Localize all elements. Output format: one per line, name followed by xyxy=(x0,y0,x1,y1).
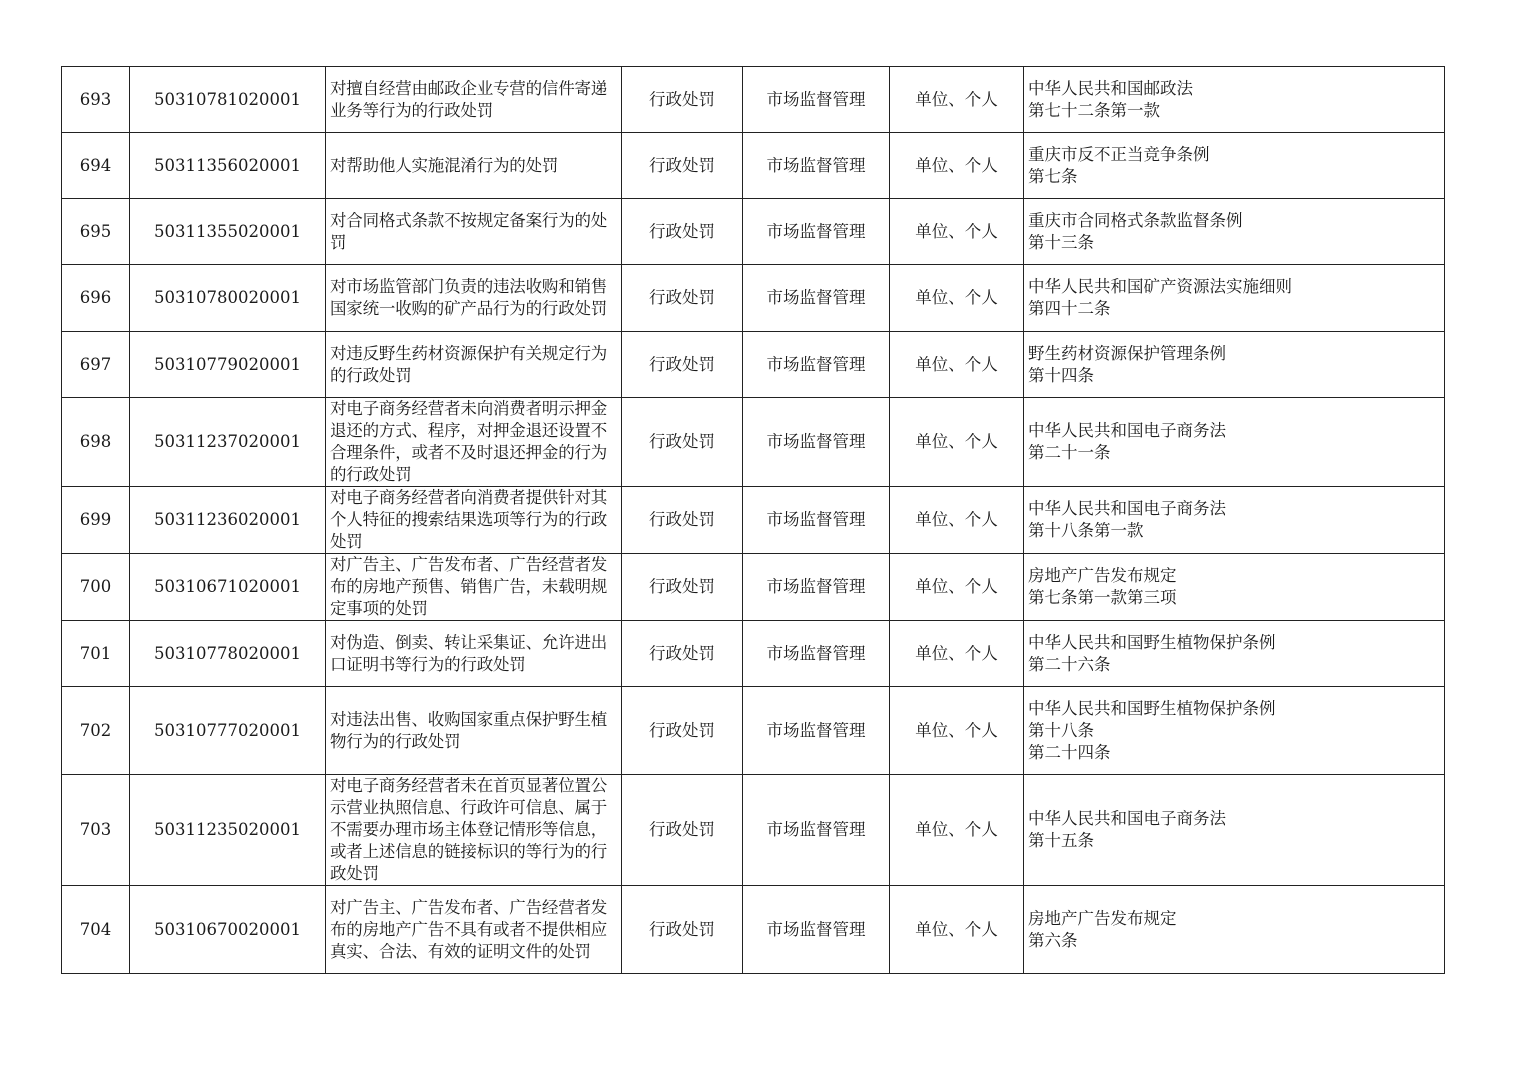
legal-basis-cell xyxy=(1024,265,1445,332)
table-row xyxy=(62,67,1445,133)
row-number-cell: 693 xyxy=(62,67,130,133)
table-row xyxy=(62,398,1445,487)
item-description-cell: 对市场监管部门负责的违法收购和销售国家统一收购的矿产品行为的行政处罚 xyxy=(326,265,622,332)
legal-basis-line: 第十三条 xyxy=(1028,232,1094,252)
legal-basis-line: 第二十四条 xyxy=(1028,742,1111,762)
item-code-cell: 50310777020001 xyxy=(130,687,326,775)
legal-basis-line: 第二十六条 xyxy=(1028,654,1111,674)
item-code-cell: 50311236020001 xyxy=(130,487,326,554)
legal-basis-line: 第十五条 xyxy=(1028,831,1094,850)
item-code-cell: 50311356020001 xyxy=(130,133,326,199)
legal-basis-cell xyxy=(1024,67,1445,133)
legal-basis-cell xyxy=(1024,199,1445,265)
legal-basis-line: 中华人民共和国野生植物保护条例 xyxy=(1028,698,1276,718)
target-object-cell: 单位、个人 xyxy=(890,487,1024,554)
legal-basis-cell xyxy=(1024,775,1445,886)
target-object-cell: 单位、个人 xyxy=(890,332,1024,398)
legal-basis-line: 第十八条第一款 xyxy=(1028,521,1144,540)
item-code-cell: 50310671020001 xyxy=(130,554,326,621)
legal-basis-line: 房地产广告发布规定 xyxy=(1028,566,1177,585)
item-description-cell: 对电子商务经营者向消费者提供针对其个人特征的搜索结果选项等行为的行政处罚 xyxy=(326,487,622,554)
target-object-cell: 单位、个人 xyxy=(890,775,1024,886)
power-type-cell: 行政处罚 xyxy=(622,487,743,554)
legal-basis-cell xyxy=(1024,687,1445,775)
legal-basis-cell xyxy=(1024,886,1445,974)
table-row xyxy=(62,775,1445,886)
power-type-cell: 行政处罚 xyxy=(622,554,743,621)
power-type-cell: 行政处罚 xyxy=(622,621,743,687)
power-type-cell: 行政处罚 xyxy=(622,775,743,886)
legal-basis-line: 重庆市反不正当竞争条例 xyxy=(1028,144,1210,164)
legal-basis-line: 重庆市合同格式条款监督条例 xyxy=(1028,210,1243,230)
table-row xyxy=(62,265,1445,332)
legal-basis-line: 第七十二条第一款 xyxy=(1028,100,1160,120)
category-cell: 市场监督管理 xyxy=(743,133,890,199)
legal-basis-line: 中华人民共和国矿产资源法实施细则 xyxy=(1028,277,1292,296)
category-cell: 市场监督管理 xyxy=(743,265,890,332)
item-code-cell: 50311237020001 xyxy=(130,398,326,487)
category-cell: 市场监督管理 xyxy=(743,886,890,974)
target-object-cell: 单位、个人 xyxy=(890,67,1024,133)
category-cell: 市场监督管理 xyxy=(743,775,890,886)
legal-basis-line: 中华人民共和国邮政法 xyxy=(1028,78,1193,98)
legal-basis-cell xyxy=(1024,398,1445,487)
item-code-cell: 50310779020001 xyxy=(130,332,326,398)
table-row xyxy=(62,487,1445,554)
item-code-cell: 50310780020001 xyxy=(130,265,326,332)
table-row xyxy=(62,621,1445,687)
table-row xyxy=(62,133,1445,199)
power-type-cell: 行政处罚 xyxy=(622,67,743,133)
item-description-cell: 对伪造、倒卖、转让采集证、允许进出口证明书等行为的行政处罚 xyxy=(326,621,622,687)
target-object-cell: 单位、个人 xyxy=(890,886,1024,974)
legal-basis-line: 第二十一条 xyxy=(1028,443,1111,462)
item-description-cell: 对电子商务经营者未在首页显著位置公示营业执照信息、行政许可信息、属于不需要办理市场主体登记情形等信息，或者上述信息的链接标识的等行为的行政处罚 xyxy=(326,775,622,886)
power-type-cell: 行政处罚 xyxy=(622,886,743,974)
legal-basis-line: 中华人民共和国电子商务法 xyxy=(1028,809,1226,828)
category-cell: 市场监督管理 xyxy=(743,332,890,398)
item-description-cell: 对广告主、广告发布者、广告经营者发布的房地产广告不具有或者不提供相应真实、合法、有效的证明文件的处罚 xyxy=(326,886,622,974)
legal-basis-cell xyxy=(1024,554,1445,621)
legal-basis-line: 房地产广告发布规定 xyxy=(1028,908,1177,928)
target-object-cell: 单位、个人 xyxy=(890,621,1024,687)
row-number-cell: 694 xyxy=(62,133,130,199)
item-code-cell: 50310778020001 xyxy=(130,621,326,687)
row-number-cell: 695 xyxy=(62,199,130,265)
target-object-cell: 单位、个人 xyxy=(890,554,1024,621)
enforcement-items-table xyxy=(61,66,1445,974)
row-number-cell: 696 xyxy=(62,265,130,332)
row-number-cell: 698 xyxy=(62,398,130,487)
legal-basis-line: 第四十二条 xyxy=(1028,299,1111,318)
category-cell: 市场监督管理 xyxy=(743,687,890,775)
legal-basis-line: 第七条第一款第三项 xyxy=(1028,588,1177,607)
category-cell: 市场监督管理 xyxy=(743,487,890,554)
category-cell: 市场监督管理 xyxy=(743,398,890,487)
item-description-cell: 对帮助他人实施混淆行为的处罚 xyxy=(326,133,622,199)
legal-basis-cell xyxy=(1024,487,1445,554)
item-description-cell: 对广告主、广告发布者、广告经营者发布的房地产预售、销售广告，未载明规定事项的处罚 xyxy=(326,554,622,621)
item-code-cell: 50311355020001 xyxy=(130,199,326,265)
table-body xyxy=(62,67,1445,974)
legal-basis-line: 第六条 xyxy=(1028,930,1078,950)
table-row xyxy=(62,332,1445,398)
table-row xyxy=(62,886,1445,974)
item-description-cell: 对违反野生药材资源保护有关规定行为的行政处罚 xyxy=(326,332,622,398)
legal-basis-cell xyxy=(1024,332,1445,398)
legal-basis-line: 第十四条 xyxy=(1028,365,1094,385)
row-number-cell: 701 xyxy=(62,621,130,687)
row-number-cell: 702 xyxy=(62,687,130,775)
target-object-cell: 单位、个人 xyxy=(890,199,1024,265)
category-cell: 市场监督管理 xyxy=(743,199,890,265)
target-object-cell: 单位、个人 xyxy=(890,398,1024,487)
legal-basis-line: 中华人民共和国电子商务法 xyxy=(1028,499,1226,518)
legal-basis-cell xyxy=(1024,133,1445,199)
legal-basis-line: 中华人民共和国电子商务法 xyxy=(1028,421,1226,440)
legal-basis-cell xyxy=(1024,621,1445,687)
legal-basis-line: 第七条 xyxy=(1028,166,1078,186)
item-description-cell: 对违法出售、收购国家重点保护野生植物行为的行政处罚 xyxy=(326,687,622,775)
item-code-cell: 50310781020001 xyxy=(130,67,326,133)
item-description-cell: 对擅自经营由邮政企业专营的信件寄递业务等行为的行政处罚 xyxy=(326,67,622,133)
table-row xyxy=(62,554,1445,621)
power-type-cell: 行政处罚 xyxy=(622,133,743,199)
legal-basis-line: 第十八条 xyxy=(1028,720,1094,740)
table-row xyxy=(62,199,1445,265)
power-type-cell: 行政处罚 xyxy=(622,398,743,487)
power-type-cell: 行政处罚 xyxy=(622,687,743,775)
row-number-cell: 704 xyxy=(62,886,130,974)
category-cell: 市场监督管理 xyxy=(743,621,890,687)
table-row xyxy=(62,687,1445,775)
power-type-cell: 行政处罚 xyxy=(622,199,743,265)
legal-basis-line: 野生药材资源保护管理条例 xyxy=(1028,343,1226,363)
target-object-cell: 单位、个人 xyxy=(890,265,1024,332)
target-object-cell: 单位、个人 xyxy=(890,687,1024,775)
power-type-cell: 行政处罚 xyxy=(622,332,743,398)
row-number-cell: 699 xyxy=(62,487,130,554)
item-code-cell: 50311235020001 xyxy=(130,775,326,886)
item-code-cell: 50310670020001 xyxy=(130,886,326,974)
category-cell: 市场监督管理 xyxy=(743,554,890,621)
target-object-cell: 单位、个人 xyxy=(890,133,1024,199)
row-number-cell: 697 xyxy=(62,332,130,398)
power-type-cell: 行政处罚 xyxy=(622,265,743,332)
row-number-cell: 703 xyxy=(62,775,130,886)
row-number-cell: 700 xyxy=(62,554,130,621)
category-cell: 市场监督管理 xyxy=(743,67,890,133)
legal-basis-line: 中华人民共和国野生植物保护条例 xyxy=(1028,632,1276,652)
item-description-cell: 对合同格式条款不按规定备案行为的处罚 xyxy=(326,199,622,265)
item-description-cell: 对电子商务经营者未向消费者明示押金退还的方式、程序，对押金退还设置不合理条件，或者不及时退还押金的行为的行政处罚 xyxy=(326,398,622,487)
